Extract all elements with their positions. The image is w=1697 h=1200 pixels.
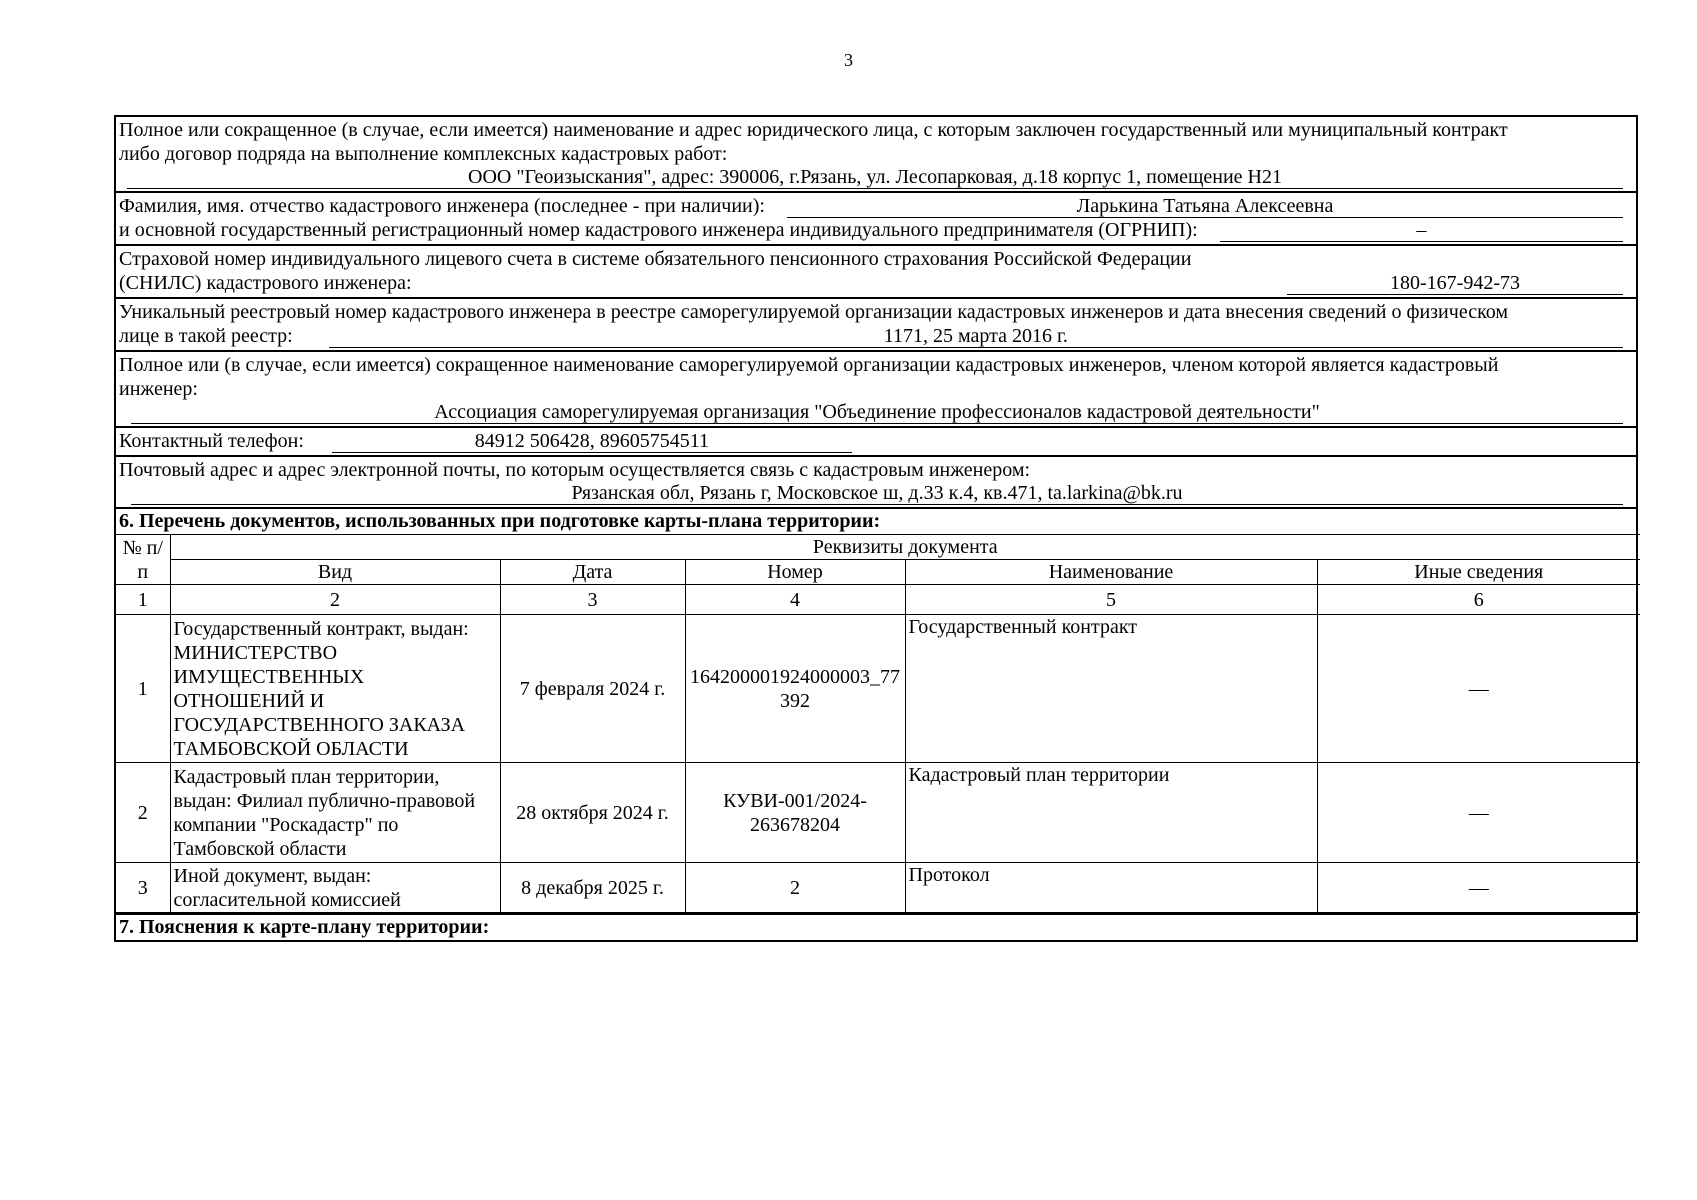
row-doc-number: КУВИ-001/2024-263678204 bbox=[685, 763, 905, 863]
col-other-header: Иные сведения bbox=[1317, 560, 1640, 585]
table-index-row bbox=[116, 585, 1640, 615]
row-doc-name: Кадастровый план территории bbox=[905, 763, 1317, 863]
index-cell: 4 bbox=[685, 585, 905, 615]
row-number: 3 bbox=[116, 863, 170, 913]
row-number: 1 bbox=[116, 615, 170, 763]
col-vid-header: Вид bbox=[170, 560, 500, 585]
col-name-header: Наименование bbox=[905, 560, 1317, 585]
postal-block bbox=[114, 455, 1638, 507]
phone-value: 84912 506428, 89605754511 bbox=[332, 430, 852, 453]
postal-label: Почтовый адрес и адрес электронной почты, по которым осуществляется связь с кадастровым инженером: bbox=[119, 459, 1031, 481]
registry-block bbox=[114, 297, 1638, 350]
row-number: 2 bbox=[116, 763, 170, 863]
row-date: 7 февраля 2024 г. bbox=[500, 615, 685, 763]
sro-label-1: Полное или (в случае, если имеется) сокращенное наименование саморегулируемой организации кадастровых инженеров, членом которой является кадастровый bbox=[119, 354, 1499, 376]
snils-value: 180-167-942-73 bbox=[1287, 272, 1623, 295]
postal-value: Рязанская обл, Рязань г, Московское ш, д.33 к.4, кв.471, ta.larkina@bk.ru bbox=[131, 482, 1623, 505]
snils-label-1: Страховой номер индивидуального лицевого счета в системе обязательного пенсионного страхования Российской Федерации bbox=[119, 248, 1192, 270]
table-row bbox=[116, 863, 1640, 913]
contract-org-value: ООО "Геоизыскания", адрес: 390006, г.Рязань, ул. Лесопарковая, д.18 корпус 1, помещение Н21 bbox=[127, 166, 1623, 189]
table-header-row-1 bbox=[116, 535, 1640, 560]
engineer-name-label: Фамилия, имя. отчество кадастрового инженера (последнее - при наличии): bbox=[119, 195, 765, 217]
row-doc-name: Государственный контракт bbox=[905, 615, 1317, 763]
engineer-block bbox=[114, 191, 1638, 244]
index-cell: 5 bbox=[905, 585, 1317, 615]
row-date: 8 декабря 2025 г. bbox=[500, 863, 685, 913]
registry-label-2: лице в такой реестр: bbox=[119, 325, 293, 347]
documents-table-wrap bbox=[114, 534, 1638, 913]
col-num-header: № п/п bbox=[116, 535, 170, 585]
documents-table bbox=[116, 534, 1640, 913]
form-sheet bbox=[114, 115, 1638, 942]
contract-org-block bbox=[114, 115, 1638, 191]
phone-label: Контактный телефон: bbox=[119, 430, 304, 452]
row-other: — bbox=[1317, 615, 1640, 763]
phone-block bbox=[114, 426, 1638, 455]
sro-value: Ассоциация саморегулируемая организация "Объединение профессионалов кадастровой деятельности" bbox=[131, 401, 1623, 424]
index-cell: 3 bbox=[500, 585, 685, 615]
registry-label-1: Уникальный реестровый номер кадастрового инженера в реестре саморегулируемой организации кадастровых инженеров и дата внесения сведений о физическом bbox=[119, 301, 1509, 323]
row-doc-name: Протокол bbox=[905, 863, 1317, 913]
row-date: 28 октября 2024 г. bbox=[500, 763, 685, 863]
row-vid: Иной документ, выдан: согласительной комиссией bbox=[170, 863, 500, 913]
index-cell: 6 bbox=[1317, 585, 1640, 615]
phone-row bbox=[119, 429, 1633, 453]
engineer-ogrnip-value: – bbox=[1220, 219, 1623, 242]
engineer-ogrnip-row bbox=[119, 218, 1633, 242]
sro-block bbox=[114, 350, 1638, 426]
col-date-header: Дата bbox=[500, 560, 685, 585]
row-other: — bbox=[1317, 863, 1640, 913]
index-cell: 1 bbox=[116, 585, 170, 615]
page-number: 3 bbox=[844, 50, 853, 70]
engineer-name-row bbox=[119, 194, 1633, 218]
row-doc-number: 164200001924000003_77392 bbox=[685, 615, 905, 763]
row-other: — bbox=[1317, 763, 1640, 863]
row-vid: Государственный контракт, выдан: МИНИСТЕРСТВО ИМУЩЕСТВЕННЫХ ОТНОШЕНИЙ И ГОСУДАРСТВЕННОГО ЗАКАЗА ТАМБОВСКОЙ ОБЛАСТИ bbox=[170, 615, 500, 763]
table-row bbox=[116, 615, 1640, 763]
contract-org-label-1: Полное или сокращенное (в случае, если имеется) наименование и адрес юридического лица, с которым заключен государственный или муниципальный контракт bbox=[119, 119, 1508, 141]
engineer-ogrnip-label: и основной государственный регистрационный номер кадастрового инженера индивидуального предпринимателя (ОГРНИП): bbox=[119, 219, 1198, 241]
sro-label-2: инженер: bbox=[119, 378, 198, 400]
row-vid: Кадастровый план территории, выдан: Филиал публично-правовой компании "Роскадастр" по Тамбовской области bbox=[170, 763, 500, 863]
snils-row bbox=[119, 271, 1633, 295]
section7-title: 7. Пояснения к карте-плану территории: bbox=[114, 913, 1638, 942]
section6-title: 6. Перечень документов, использованных при подготовке карты-плана территории: bbox=[114, 507, 1638, 534]
snils-block bbox=[114, 244, 1638, 297]
col-group-header: Реквизиты документа bbox=[170, 535, 1640, 560]
index-cell: 2 bbox=[170, 585, 500, 615]
table-row bbox=[116, 763, 1640, 863]
registry-value: 1171, 25 марта 2016 г. bbox=[329, 325, 1623, 348]
registry-row bbox=[119, 324, 1633, 348]
table-header-row-2 bbox=[116, 560, 1640, 585]
engineer-name-value: Ларькина Татьяна Алексеевна bbox=[787, 195, 1623, 218]
contract-org-label-2: либо договор подряда на выполнение комплексных кадастровых работ: bbox=[119, 143, 728, 165]
row-doc-number: 2 bbox=[685, 863, 905, 913]
col-number-header: Номер bbox=[685, 560, 905, 585]
snils-label-2: (СНИЛС) кадастрового инженера: bbox=[119, 272, 412, 294]
